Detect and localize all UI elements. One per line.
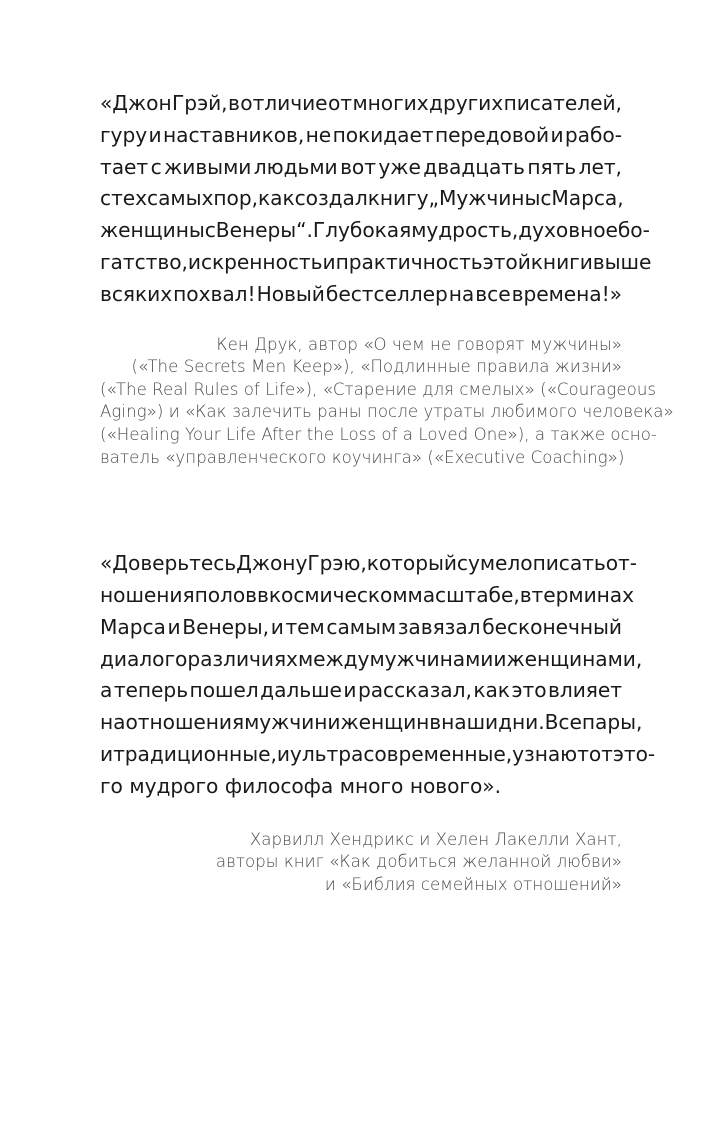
quote-line xyxy=(100,152,622,184)
quote-word: передовой xyxy=(434,122,550,147)
quote-word: от xyxy=(588,741,613,766)
quote-word: и xyxy=(100,741,114,766)
quote-word: в xyxy=(519,582,532,607)
quote-word: рассказал, xyxy=(357,678,472,703)
quote-word: и xyxy=(493,646,507,671)
quote-line: го мудрого философа много нового». xyxy=(100,773,501,798)
quote-word: „Мужчины xyxy=(428,186,541,211)
quote-word: Венеры“. xyxy=(215,218,313,243)
quote-word: наставников, xyxy=(162,122,305,147)
quote-word: отношения xyxy=(125,710,245,735)
quote-word: и xyxy=(343,678,357,703)
quote-word: с xyxy=(100,186,112,211)
quote-word: создал xyxy=(294,186,368,211)
quote-word: а xyxy=(100,678,113,703)
testimonial-block-2 xyxy=(100,548,656,896)
attribution-line: и «Библия семейных отношений» xyxy=(324,874,622,894)
quote-word: времена!» xyxy=(511,281,622,306)
attribution-line: авторы книг «Как добиться желанной любви» xyxy=(215,852,622,872)
quote-word: это xyxy=(511,678,547,703)
testimonial-quote-1 xyxy=(100,88,652,311)
quote-word: уже xyxy=(378,154,421,179)
quote-word: ультрасовременные, xyxy=(289,741,513,766)
quote-word: не xyxy=(305,122,332,147)
quote-word: людьми xyxy=(253,154,338,179)
quote-word: Марса, xyxy=(551,186,624,211)
quote-word: «Доверьтесь xyxy=(100,551,237,576)
quote-word: в xyxy=(429,710,442,735)
quote-word: космическом xyxy=(268,582,408,607)
quote-line xyxy=(100,279,622,311)
testimonial-quote-2 xyxy=(100,548,656,802)
quote-word: наши xyxy=(441,710,499,735)
quote-word: лет, xyxy=(578,154,622,179)
quote-line xyxy=(100,675,622,707)
quote-word: мужчинами xyxy=(369,646,494,671)
quote-word: рабо- xyxy=(564,122,622,147)
quote-word: всяких xyxy=(100,281,173,306)
quote-word: это- xyxy=(612,741,656,766)
quote-line xyxy=(100,644,643,676)
quote-word: терминах xyxy=(531,582,635,607)
quote-line xyxy=(100,548,637,580)
quote-word: и xyxy=(327,710,341,735)
quote-word: полов xyxy=(194,582,258,607)
attribution-line: («The Secrets Men Keep»), «Подлинные правила жизни» xyxy=(131,357,622,377)
quote-word: самых xyxy=(147,186,214,211)
quote-word: узнают xyxy=(512,741,589,766)
quote-word: бо- xyxy=(617,218,650,243)
quote-word: самым xyxy=(326,614,397,639)
quote-word: гатство, xyxy=(100,249,188,274)
quote-word: «Джон xyxy=(100,91,172,115)
quote-word: диалог xyxy=(100,646,176,671)
quote-word: на xyxy=(100,710,126,735)
quote-word: Глубокая xyxy=(312,218,412,243)
quote-word: завязал xyxy=(397,614,481,639)
quote-word: тех xyxy=(111,186,148,211)
attribution-line: ватель «управленческого коучинга» («Executive Coaching») xyxy=(100,447,625,467)
quote-word: Новый xyxy=(256,281,325,306)
quote-word: масштабе, xyxy=(407,582,520,607)
quote-word: различиях xyxy=(187,646,298,671)
quote-word: дальше xyxy=(260,678,342,703)
quote-line xyxy=(100,739,656,771)
quote-word: Все xyxy=(544,710,582,735)
quote-word: описать xyxy=(520,551,606,576)
quote-word: который xyxy=(366,551,457,576)
quote-word: двадцать xyxy=(423,154,525,179)
quote-word: сумел xyxy=(456,551,521,576)
quote-word: как xyxy=(473,678,510,703)
quote-word: женщины xyxy=(100,218,205,243)
quote-word: пять xyxy=(527,154,577,179)
quote-word: и xyxy=(276,741,290,766)
quote-line xyxy=(100,707,643,739)
quote-word: пошел xyxy=(189,678,259,703)
quote-word: искренность xyxy=(187,249,323,274)
quote-word: мудрость, xyxy=(411,218,519,243)
quote-word: бестселлер xyxy=(325,281,448,306)
quote-word: Грэю, xyxy=(307,551,367,576)
quote-word: вот xyxy=(340,154,376,179)
quote-word: практичность xyxy=(335,249,483,274)
quote-word: живыми xyxy=(164,154,252,179)
quote-line xyxy=(100,183,622,215)
quote-word: других xyxy=(429,91,504,115)
quote-word: духовное xyxy=(518,218,618,243)
page-content xyxy=(100,0,674,896)
attribution-line: Кен Друк, автор «О чем не говорят мужчины» xyxy=(216,334,622,354)
quote-word: от- xyxy=(605,551,637,576)
quote-line xyxy=(100,215,650,247)
quote-word: мужчин xyxy=(244,710,328,735)
quote-word: между xyxy=(297,646,370,671)
quote-word: гуру xyxy=(100,122,148,147)
quote-word: в xyxy=(227,91,240,115)
quote-word: и xyxy=(167,614,181,639)
quote-word: и xyxy=(550,122,564,147)
quote-word: с xyxy=(540,186,552,211)
quote-word: многих xyxy=(352,91,429,115)
quote-word: и xyxy=(270,614,284,639)
quote-word: выше xyxy=(592,249,652,274)
attribution-line: Харвилл Хендрикс и Хелен Лакелли Хант, xyxy=(249,829,622,849)
attribution-line: («The Real Rules of Life»), «Старение для смелых» («Courageous xyxy=(100,379,657,399)
quote-word: все xyxy=(475,281,511,306)
quote-word: с xyxy=(204,218,216,243)
quote-word: тает xyxy=(100,154,149,179)
quote-word: Венеры, xyxy=(182,614,269,639)
quote-word: с xyxy=(150,154,162,179)
quote-word: женщинами, xyxy=(506,646,643,671)
quote-word: Джону xyxy=(236,551,308,576)
quote-word: теперь xyxy=(113,678,189,703)
quote-word: ношения xyxy=(100,582,195,607)
testimonial-block-1 xyxy=(100,88,674,469)
quote-word: книгу xyxy=(367,186,429,211)
quote-word: Грэй, xyxy=(172,91,228,115)
quote-line xyxy=(100,247,652,279)
quote-word: о xyxy=(175,646,188,671)
quote-word: от xyxy=(327,91,352,115)
testimonial-attribution-2 xyxy=(100,829,622,897)
quote-word: пары, xyxy=(581,710,643,735)
quote-line xyxy=(100,612,622,644)
testimonial-attribution-1 xyxy=(100,334,674,470)
quote-word: и xyxy=(322,249,336,274)
quote-word: книги xyxy=(530,249,593,274)
quote-line xyxy=(100,120,622,152)
quote-word: бесконечный xyxy=(482,614,622,639)
quote-word: женщин xyxy=(340,710,430,735)
quote-word: пор, xyxy=(213,186,258,211)
quote-word: как xyxy=(257,186,295,211)
quote-word: тем xyxy=(285,614,325,639)
quote-line xyxy=(100,580,635,612)
quote-word: отличие xyxy=(240,91,328,115)
quote-word: дни. xyxy=(498,710,545,735)
quote-word: покидает xyxy=(332,122,434,147)
quote-word: на xyxy=(448,281,475,306)
attribution-line: Aging») и «Как залечить раны после утраты любимого человека» xyxy=(100,402,674,422)
quote-word: традиционные, xyxy=(113,741,277,766)
quote-word: похвал! xyxy=(173,281,256,306)
quote-word: в xyxy=(257,582,269,607)
attribution-line: («Healing Your Life After the Loss of a Loved One»), а также осно- xyxy=(100,424,657,444)
quote-word: влияет xyxy=(548,678,622,703)
quote-word: писателей, xyxy=(503,91,622,115)
quote-word: и xyxy=(148,122,162,147)
quote-word: этой xyxy=(482,249,531,274)
quote-word: Марса xyxy=(100,614,166,639)
quote-line xyxy=(100,88,622,120)
